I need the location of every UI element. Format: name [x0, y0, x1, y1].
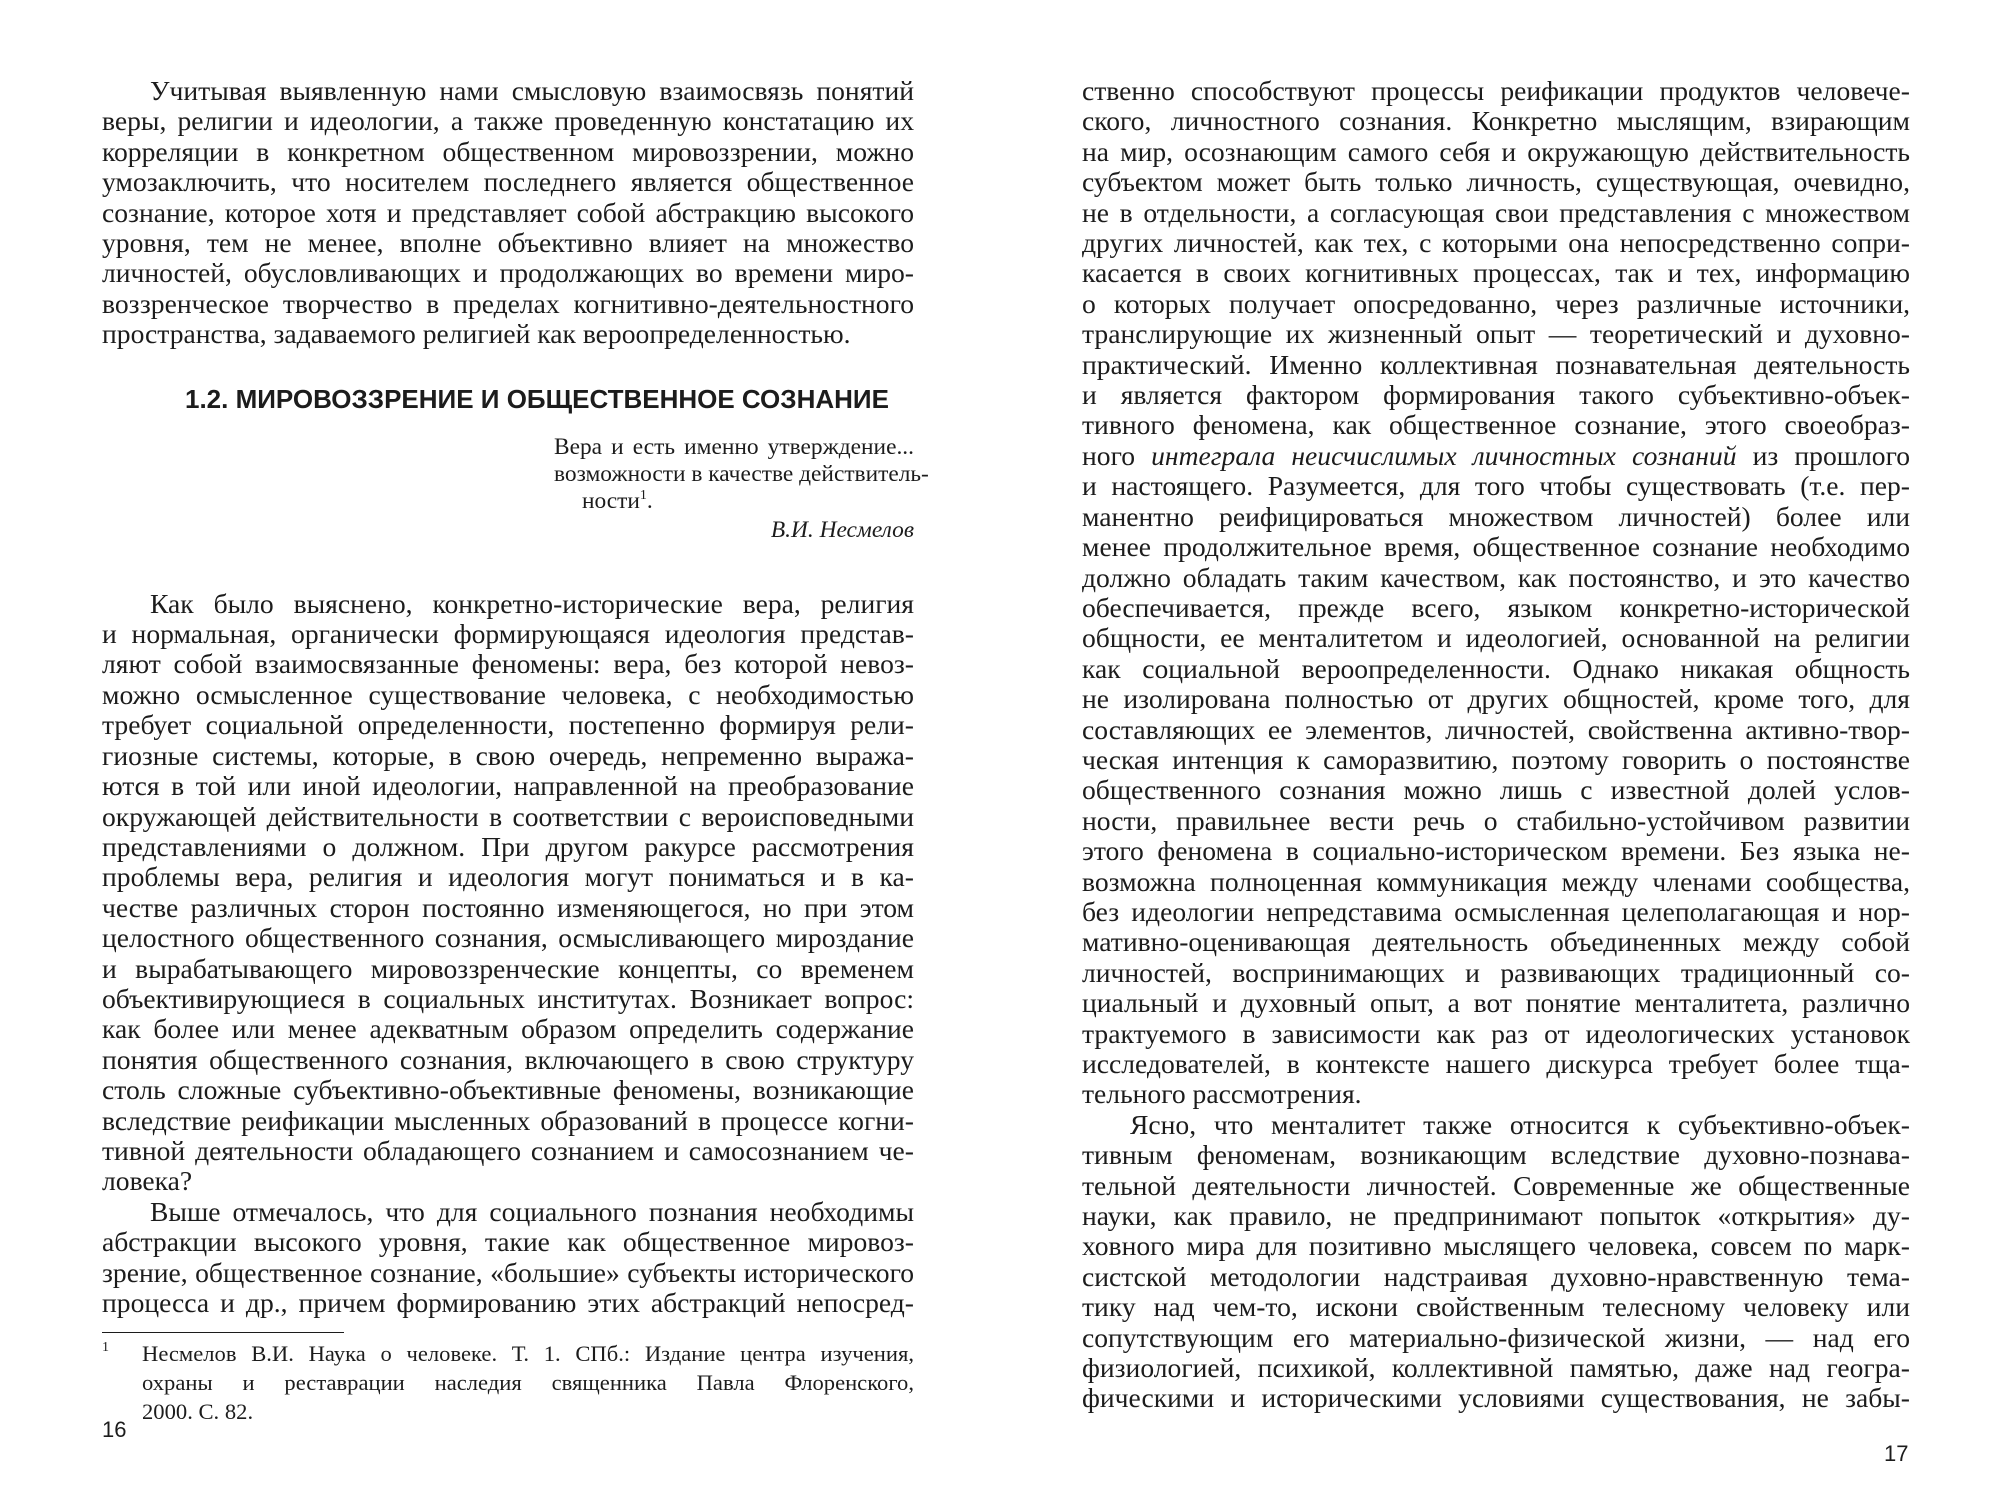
text-line: сопутствующим его материально-физической жизни, — над его [1082, 1321, 1910, 1353]
body-paragraph-1 [102, 589, 914, 1197]
text-line: менее продолжительное время, общественное сознание необходимо [1082, 531, 1910, 563]
body-paragraph-continued [1082, 76, 1910, 1110]
epigraph [554, 433, 929, 544]
text-line: ческая интенция к саморазвитию, поэтому говорить о постоянстве [1082, 743, 1910, 775]
text-line: гиозные системы, которые, в свою очередь, непременно выража- [102, 739, 914, 771]
text-line: личностей, воспринимающих и развивающих традиционный со- [1082, 956, 1910, 988]
text-line: тику над чем-то, искони свойственным телесному человеку или [1082, 1291, 1910, 1323]
text-line: абстракции высокого уровня, такие как общественное мировоз- [102, 1226, 914, 1258]
text-line: корреляции в конкретном общественном мировоззрении, можно [102, 135, 914, 167]
text-line: ловека? [102, 1165, 193, 1197]
text-line: субъектом может быть только личность, существующая, очевидно, [1082, 166, 1910, 198]
line-prefix: ного [1082, 439, 1152, 471]
text-line: окружающей действительности в соответствии с вероисповедными [102, 800, 914, 832]
text-line: без идеологии непредставима осмысленная целеполагающая и нор- [1082, 895, 1910, 927]
text-line: тельной деятельности личностей. Современные же общественные [1082, 1169, 1910, 1201]
text-line: целостного общественного сознания, осмысливающего мироздание [102, 922, 914, 954]
text-line: и является фактором формирования такого субъективно-объек- [1082, 379, 1910, 411]
text-line: фическими и историческими условиями существования, не забы- [1082, 1382, 1910, 1414]
text-line: транслирующие их жизненный опыт — теоретический и духовно- [1082, 318, 1910, 350]
text-line: не изолирована полностью от других общностей, кроме того, для [1082, 683, 1910, 715]
text-line: тивной деятельности обладающего сознанием и самосознанием че- [102, 1134, 914, 1166]
text-line: общественного сознания можно лишь с известной долей услов- [1082, 774, 1910, 806]
text-line: ственно способствуют процессы реификации продуктов человече- [1082, 75, 1910, 106]
text-line: общности, ее менталитетом и идеологией, основанной на религии [1082, 622, 1910, 654]
text-line: как более или менее адекватным образом определить содержание [102, 1013, 914, 1045]
text-line: как социальной вероопределенности. Однако никакая общность [1082, 652, 1910, 684]
text-line: практический. Именно коллективная познавательная деятельность [1082, 348, 1910, 380]
text-line: уровня, тем не менее, вполне объективно влияет на множество [102, 227, 914, 259]
text-line: Как было выяснено, конкретно-исторические вера, религия [150, 587, 914, 619]
text-line: физиологией, психикой, коллективной памятью, даже над геогра- [1082, 1352, 1910, 1384]
text-line: мативно-оценивающая деятельность объединенных между собой [1082, 926, 1910, 958]
epigraph-line: возможности в качестве действитель- [554, 460, 929, 487]
footnote [102, 1339, 914, 1426]
section-heading: 1.2. МИРОВОЗЗРЕНИЕ И ОБЩЕСТВЕННОЕ СОЗНАНИЕ [185, 383, 889, 414]
text-line: умозаключить, что носителем последнего является общественное [102, 166, 914, 198]
text-line: требует социальной определенности, постепенно формируя рели- [102, 709, 914, 741]
intro-paragraph [102, 76, 914, 350]
italic-phrase: интеграла неисчислимых личностных сознаний [1151, 439, 1737, 471]
text-line: других личностей, как тех, с которыми она непосредственно сопри- [1082, 227, 1910, 259]
text-line: ского, личностного сознания. Конкретно мыслящим, взирающим [1082, 105, 1910, 137]
footnote-divider [102, 1332, 344, 1333]
text-line: на мир, осознающим самого себя и окружающую действительность [1082, 135, 1910, 167]
text-line: исследователей, в контексте нашего дискурса требует более тща- [1082, 1048, 1910, 1079]
text-line-with-italic [1082, 441, 1910, 471]
text-line: тивным феноменам, возникающим вследствие духовно-познава- [1082, 1139, 1910, 1171]
text-line: ются в той или иной идеологии, направленной на преобразование [102, 770, 914, 802]
body-paragraph-2-right [1082, 1110, 1910, 1414]
text-line: не в отдельности, а согласующая свои представления с множеством [1082, 196, 1910, 228]
left-page [102, 75, 929, 1463]
footnote-line: Несмелов В.И. Наука о человеке. Т. 1. СПб.: Издание центра изучения, [142, 1341, 914, 1367]
text-line: ности, правильнее вести речь о стабильно-устойчивом развитии [1082, 804, 1910, 836]
footnote-line: охраны и реставрации наследия священника Павла Флоренского, [142, 1370, 914, 1396]
page-number-right: 17 [1884, 1441, 1909, 1466]
text-line: Учитывая выявленную нами смысловую взаимосвязь понятий [150, 75, 914, 106]
text-line: веры, религии и идеологии, а также проведенную констатацию их [102, 105, 914, 137]
epigraph-author: В.И. Несмелов [770, 516, 914, 543]
text-line: науки, как правило, не предпринимают попыток «открытия» ду- [1082, 1200, 1910, 1232]
text-line: составляющих ее элементов, личностей, свойственна активно-твор- [1082, 713, 1910, 745]
text-line: зрение, общественное сознание, «большие» субъекты исторического [102, 1256, 914, 1288]
text-line: сознание, которое хотя и представляет собой абстракцию высокого [102, 196, 914, 228]
text-line: честве различных сторон постоянно изменяющегося, но при этом [102, 891, 914, 923]
text-line: возможна полноценная коммуникация между членами сообщества, [1082, 865, 1910, 897]
text-line: должно обладать таким качеством, как постоянство, и это качество [1082, 561, 1910, 593]
epigraph-end-punct: . [646, 487, 653, 514]
text-line: Ясно, что менталитет также относится к субъективно-объек- [1130, 1108, 1910, 1140]
text-line: столь сложные субъективно-объективные феномены, возникающие [102, 1074, 914, 1106]
text-line: и вырабатывающего мировоззренческие концепты, со временем [102, 952, 914, 984]
text-line: вследствие реификации мысленных образований в процессе когни- [102, 1104, 914, 1136]
page-number-left: 16 [102, 1417, 127, 1442]
body-paragraph-2 [102, 1197, 914, 1319]
text-line: манентно реифицироваться множеством личностей) более или [1082, 500, 1910, 532]
text-line: обеспечивается, прежде всего, языком конкретно-исторической [1082, 591, 1910, 623]
epigraph-line-last [554, 488, 914, 515]
text-line: представлениями о должном. При другом ракурсе рассмотрения [102, 830, 914, 862]
text-line: о которых получает опосредованно, через различные источники, [1082, 287, 1910, 319]
text-line: Выше отмечалось, что для социального познания необходимы [150, 1195, 914, 1227]
text-line: тельного рассмотрения. [1082, 1078, 1362, 1110]
epigraph-line-text: ности [582, 487, 640, 514]
epigraph-line: Вера и есть именно утверждение... [554, 433, 914, 460]
text-line: воззренческое творчество в пределах когнитивно-деятельностного [102, 287, 914, 319]
text-line: и нормальная, органически формирующаяся идеология представ- [102, 618, 914, 650]
text-line: ховного мира для позитивно мыслящего человека, совсем по марк- [1082, 1230, 1910, 1262]
text-line: ляют собой взаимосвязанные феномены: вера, без которой невоз- [102, 648, 914, 680]
text-line: трактуемого в зависимости как раз от идеологических установок [1082, 1017, 1910, 1049]
text-line: объективирующиеся в социальных институтах. Возникает вопрос: [102, 982, 914, 1014]
footnote-line: 2000. С. 82. [142, 1399, 254, 1425]
right-page [1082, 76, 1910, 1463]
text-line: можно осмысленное существование человека, с необходимостью [102, 678, 914, 710]
text-line: проблемы вера, религия и идеология могут пониматься и в ка- [102, 861, 914, 893]
text-line: тивного феномена, как общественное сознание, этого своеобраз- [1082, 409, 1910, 441]
text-line: и настоящего. Разумеется, для того чтобы существовать (т.е. пер- [1082, 470, 1910, 502]
text-line: систской методологии надстраивая духовно-нравственную тема- [1082, 1260, 1910, 1292]
text-line: процесса и др., причем формированию этих абстракций непосред- [102, 1287, 914, 1318]
text-line: циальный и духовный опыт, а вот понятие менталитета, различно [1082, 987, 1910, 1019]
text-line: пространства, задаваемого религией как вероопределенностью. [102, 318, 851, 350]
footnote-marker: 1 [102, 1340, 109, 1356]
footnote-reference: 1 [639, 487, 647, 503]
line-suffix: из прошлого [1736, 439, 1911, 471]
text-line: личностей, обусловливающих и продолжающих во времени миро- [102, 257, 914, 289]
text-line: понятия общественного сознания, включающего в свою структуру [102, 1043, 914, 1075]
text-line: этого феномена в социально-историческом времени. Без языка не- [1082, 835, 1910, 867]
text-line: касается в своих когнитивных процессах, так и тех, информацию [1082, 257, 1910, 289]
